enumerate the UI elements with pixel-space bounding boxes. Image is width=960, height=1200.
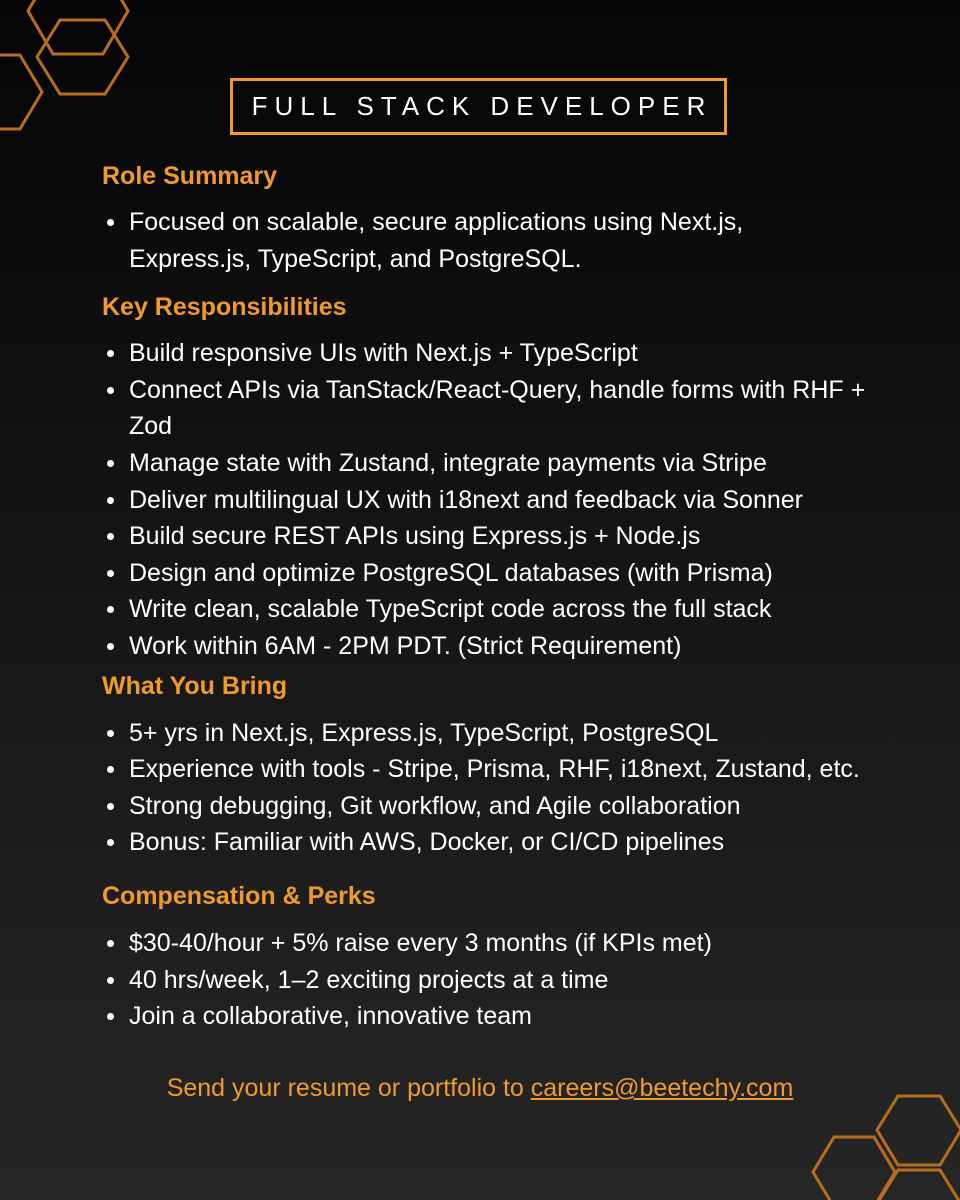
list-item: Experience with tools - Stripe, Prisma, RHF, i18next, Zustand, etc. — [102, 751, 942, 788]
perks-list — [102, 925, 942, 1035]
list-item: Connect APIs via TanStack/React-Query, handle forms with RHF + Zod — [102, 372, 869, 445]
page-title: FULL STACK DEVELOPER — [251, 91, 713, 121]
honeycomb-top-left-icon — [0, 0, 140, 140]
section-heading: Key Responsibilities — [102, 293, 347, 322]
list-item: Bonus: Familiar with AWS, Docker, or CI/CD pipelines — [102, 824, 942, 861]
title-box — [230, 78, 727, 135]
section-heading: Compensation & Perks — [102, 881, 376, 910]
list-item: Work within 6AM - 2PM PDT. (Strict Requirement) — [102, 628, 942, 665]
list-item: $30-40/hour + 5% raise every 3 months (if KPIs met) — [102, 925, 942, 962]
list-item: 5+ yrs in Next.js, Express.js, TypeScript, PostgreSQL — [102, 715, 942, 752]
requirements-list — [102, 715, 942, 861]
list-item: Manage state with Zustand, integrate payments via Stripe — [102, 445, 942, 482]
responsibilities-list — [102, 335, 942, 664]
list-item: Join a collaborative, innovative team — [102, 998, 942, 1035]
section-heading: What You Bring — [102, 671, 288, 700]
list-item: Strong debugging, Git workflow, and Agile collaboration — [102, 788, 942, 825]
careers-email-link[interactable]: careers@beetechy.com — [530, 1074, 794, 1102]
list-item: Build secure REST APIs using Express.js + Node.js — [102, 518, 942, 555]
list-item: Deliver multilingual UX with i18next and feedback via Sonner — [102, 482, 942, 519]
job-content — [102, 158, 942, 1035]
list-item: Build responsive UIs with Next.js + TypeScript — [102, 335, 942, 372]
section-what-you-bring — [102, 668, 942, 861]
list-item: Design and optimize PostgreSQL databases (with Prisma) — [102, 555, 942, 592]
list-item: Focused on scalable, secure applications using Next.js, Express.js, TypeScript, and PostgreSQL. — [102, 204, 829, 277]
section-role-summary — [102, 158, 942, 277]
honeycomb-bottom-right-icon — [810, 1090, 960, 1200]
footer-contact — [0, 1074, 960, 1103]
section-heading: Role Summary — [102, 162, 278, 190]
role-summary-list — [102, 204, 942, 277]
list-item: Write clean, scalable TypeScript code across the full stack — [102, 591, 942, 628]
footer-text: Send your resume or portfolio to — [166, 1074, 531, 1102]
section-compensation-perks — [102, 878, 942, 1035]
section-key-responsibilities — [102, 289, 942, 664]
list-item: 40 hrs/week, 1–2 exciting projects at a time — [102, 962, 942, 999]
